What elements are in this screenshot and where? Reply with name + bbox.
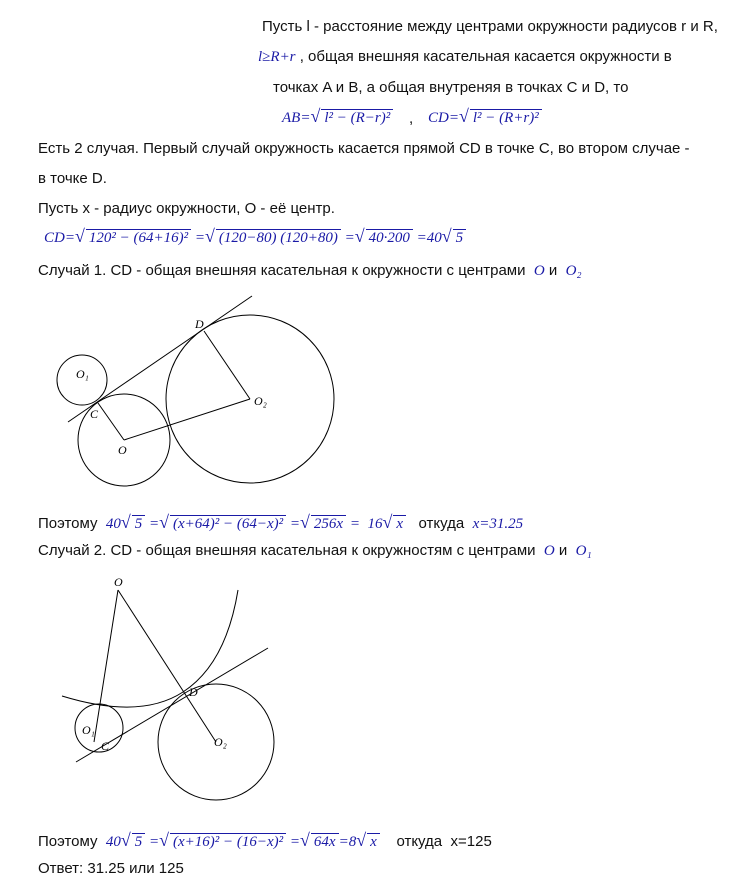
case1-center-b: O₂ [565, 263, 582, 279]
case1-result-c-rad: 256x [311, 515, 346, 533]
case2-result-a: 40 [105, 834, 121, 850]
cd-calc-r4: 5 [453, 229, 467, 247]
ab-lhs: AB= [282, 110, 311, 126]
cd-lhs: CD= [428, 110, 459, 126]
case1-answer: x=31.25 [472, 516, 524, 532]
case2-label-c: C [101, 739, 110, 753]
case2-result-c-rad: 64x [311, 833, 339, 851]
case2-answer: x=125 [450, 833, 492, 850]
cd-calc-lhs: CD= [44, 230, 75, 246]
case1-result: Поэтому 40√ 5 =√ (x+64)² − (64−x)² =√ 256x = 16√ x откуда x=31.25 [38, 512, 524, 532]
intro-line-3: точках A и B, а общая внутреняя в точках C и D, то [273, 79, 629, 96]
case2-eq2: = [289, 834, 301, 850]
case1-eq1: = [148, 516, 160, 532]
cd-calc-eq1: = [194, 230, 205, 246]
case1-label-o1: O₁ [76, 367, 89, 381]
case1-eq3: = [349, 516, 360, 532]
case2-eq1: = [148, 834, 160, 850]
case1-label-o: O [118, 443, 127, 457]
cd-calc-r2: (120−80) (120+80) [216, 229, 341, 247]
case1-result-d: 16 [367, 516, 383, 532]
case2-center-a: O [543, 543, 555, 559]
case2-label-d: D [189, 685, 198, 699]
case1-heading-text: Случай 1. CD - общая внешняя касательная к окружности с центрами [38, 262, 526, 279]
final-answer: Ответ: 31.25 или 125 [38, 860, 184, 877]
ab-radicand: l² − (R−r)² [321, 109, 393, 127]
case2-result: Поэтому 40√ 5 =√ (x+16)² − (16−x)² =√ 64x =8√ x откуда x=125 [38, 830, 492, 850]
case1-label-c: C [90, 407, 99, 421]
case1-result-b-rad: (x+64)² − (64−x)² [170, 515, 286, 533]
cd-calc-eq2: = [344, 230, 355, 246]
case2-segment-o-c [94, 590, 118, 742]
cd-calculation: CD=√ 120² − (64+16)² =√ (120−80) (120+80) =√ 40·200 =40√ 5 [44, 226, 466, 247]
cases-line-1: Есть 2 случая. Первый случай окружность касается прямой CD в точке C, во втором случае - [38, 140, 690, 157]
case2-label-o1: O₁ [82, 723, 95, 737]
case1-label-o2: O₂ [254, 394, 267, 408]
case1-result-prefix: Поэтому [38, 515, 98, 532]
case1-eq2: = [289, 516, 301, 532]
intro-line-2-text: , общая внешняя касательная касается окружности в [299, 48, 672, 65]
case2-result-b-rad: (x+16)² − (16−x)² [170, 833, 286, 851]
case2-and: и [558, 542, 568, 559]
intro-inequality: l≥R+r [258, 49, 296, 65]
cases-line-2: в точке D. [38, 170, 107, 187]
case1-and: и [548, 262, 558, 279]
cases-line-3: Пусть x - радиус окружности, O - её центр. [38, 200, 335, 217]
case2-center-b: O₁ [575, 543, 592, 559]
cd-radicand: l² − (R+r)² [470, 109, 542, 127]
intro-line-1: Пусть l - расстояние между центрами окружности радиусов r и R, [262, 18, 718, 35]
case2-arc-o [62, 590, 238, 707]
case2-whence: откуда [396, 833, 443, 850]
ab-formula: AB=√ l² − (R−r)² [282, 106, 393, 127]
case2-heading-text: Случай 2. CD - общая внешняя касательная к окружностям с центрами [38, 542, 536, 559]
case1-center-a: O [533, 263, 545, 279]
cd-calc-r1: 120² − (64+16)² [86, 229, 191, 247]
case2-result-d-rad: x [367, 833, 380, 851]
case2-result-prefix: Поэтому [38, 833, 98, 850]
case1-result-a-rad: 5 [132, 515, 146, 533]
cd-calc-eq3: =40 [416, 230, 442, 246]
case2-segment-o-o2 [118, 590, 216, 742]
case1-result-d-rad: x [393, 515, 406, 533]
case2-label-o: O [114, 575, 123, 589]
cd-calc-r3: 40·200 [366, 229, 413, 247]
case2-eq3: =8 [338, 834, 357, 850]
cd-formula: CD=√ l² − (R+r)² [428, 106, 542, 127]
case2-label-o2: O₂ [214, 735, 227, 749]
case1-whence: откуда [418, 515, 465, 532]
case1-result-a: 40 [105, 516, 121, 532]
case2-result-a-rad: 5 [132, 833, 146, 851]
formula-comma: , [409, 110, 414, 127]
case1-label-d: D [195, 317, 204, 331]
